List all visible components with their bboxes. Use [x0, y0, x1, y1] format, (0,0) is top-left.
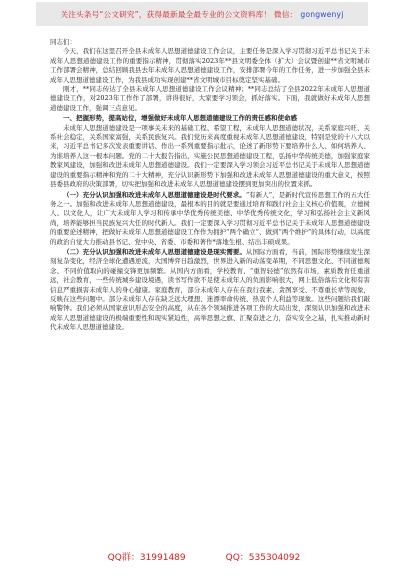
promo-text: 关注头条号“公文研究”，获得最新最全最专业的公文资料库！ 微信：: [60, 9, 298, 19]
greeting: 同志们：: [50, 38, 76, 46]
subheading-2: （二）充分认识加强和改进未成年人思想道德建设是现实需要。: [63, 247, 246, 256]
footer-contacts: [0, 550, 408, 563]
promo-banner: [36, 2, 368, 26]
paragraph-importance: 未成年人思想道德建设是一项事关未来的基础工程、希望工程，未成年人思想道德状况，关系家庭兴旺、关系社会稳定，关系国家富强，关系民族复兴。我们党历来高度重视未成年人思想道德建设，特别是党的十八大以来，习近平总书记多次发表重要讲话、作出一系列重要指示批示，论述了新形势下要培养什么人、如何培养人、为谁培养人这一根本问题。党的二十大报告指出，实施公民思想道德建设工程，弘扬中华传统美德，加强家庭家教家风建设，加强和改进未成年人思想道德建设。我们一定要深入学习领会习近平总书记关于未成年人思想道德建设的重要指示精神和党的二十大精神，充分认识新形势下加强和改进未成年人思想道德建设的重大意义，按照县委县政府的决策部署，切实把加强和改进未成年人思想道德建设摆到更加突出的位置来抓。: [50, 123, 370, 189]
qq-number: QQ：535304092: [225, 553, 301, 563]
paragraph-agenda: 刚才，**同志传达了全县未成年人思想道德建设工作会议精神；**同志总结了全县2022年未成年人思想道德建设工作，对2023年工作作了部署，讲得很好，大家要学习领会，抓好落实。下面，我就做好未成年人思想道德建设工作，强调三点意见。: [50, 85, 370, 112]
paragraph-practical-need: [50, 248, 370, 333]
subheading-1: （一）充分认识加强和改进未成年人思想道德建设是时代要求。: [63, 190, 246, 199]
section-heading-1: 一、把握形势，提高站位，增强做好未成年人思想道德建设工作的责任感和使命感: [63, 114, 297, 123]
speech-body: [50, 38, 370, 333]
wechat-id: gongwenyj: [300, 9, 344, 19]
paragraph-era-text: “有新人”，是新时代宣传思想工作的五大任务之一。加强和改进未成年人思想道德建设，最根本的目的就是要通过培育和践行社会主义核心价值观，立德树人、以文化人，让广大未成年人学习和传承中华优秀传统美德、中华优秀传统文化，学习和弘扬社会主义新风尚，培养能够担当民族复兴大任的时代新人。我们一定要深入学习贯彻习近平总书记关于未成年人思想道德建设的重要论述精神，把做好未成年人思想道德建设工作作为拥护“两个确立”、做到“两个维护”的具体行动，以高度的政治自觉大力推动县书记、党中央、省委、市委和著作*落地生根、结出丰硕成果。: [50, 190, 371, 246]
paragraph-era-requirement: [50, 191, 370, 247]
paragraph-practical-text: 从国际方面看，当前，国际形势继续发生深刻复杂变化，经济全球化遭遇逆流，大国博弈日趋激烈，世界进入新的动荡变革期，不同思想文化、不同道德观念、不同价值取向的碰撞交锋更加频繁。从国内方面看，学校教育、“重智轻德”依然有市场，素质教育任重道远，社会教育，一些传统城乡建设境遇，读书写作欲不足使未成年人的负面影响很大，网上低俗落后文化和有害信息严重损害未成年人的身心健康。家庭教育，部分未成年人存在在我行我素、贪图享受、不尊重长辈等现象，反映在这些问题中。部分未成年人存在缺乏远大理想、迷漂率命传统、热衷个人利益等现象。这些问题给我们敲响警钟。我们必须从国家意识形态安全的高度，从在各个领域推进各项工作的大局出发，深刻认识加强和改进未成年人思想道德建设的极端重要性和现实紧迫性，高举思想之旗、汇聚奋进之力，奋实安全之基，扎实推动新时代未成年人思想道德建设。: [50, 247, 371, 332]
paragraph-intro: 今天，我们在这里召开全县未成年人思想道德建设工作会议，主要任务是深入学习贯彻习近平总书记关于未成年人思想道德建设工作的重要指示精神，贯彻落实2023年**县文明委全体（扩大）会议暨创建**省文明城市工作部署会精神，总结回顾我县去年未成年人思想道德建设工作，安排部署今年的工作任务，进一步加强全县未成年人思想道德建设工作，为我县成功实现创建**省文明城市目标奠定坚实基础。: [50, 47, 370, 84]
qq-group: QQ群：31991489: [107, 553, 186, 563]
